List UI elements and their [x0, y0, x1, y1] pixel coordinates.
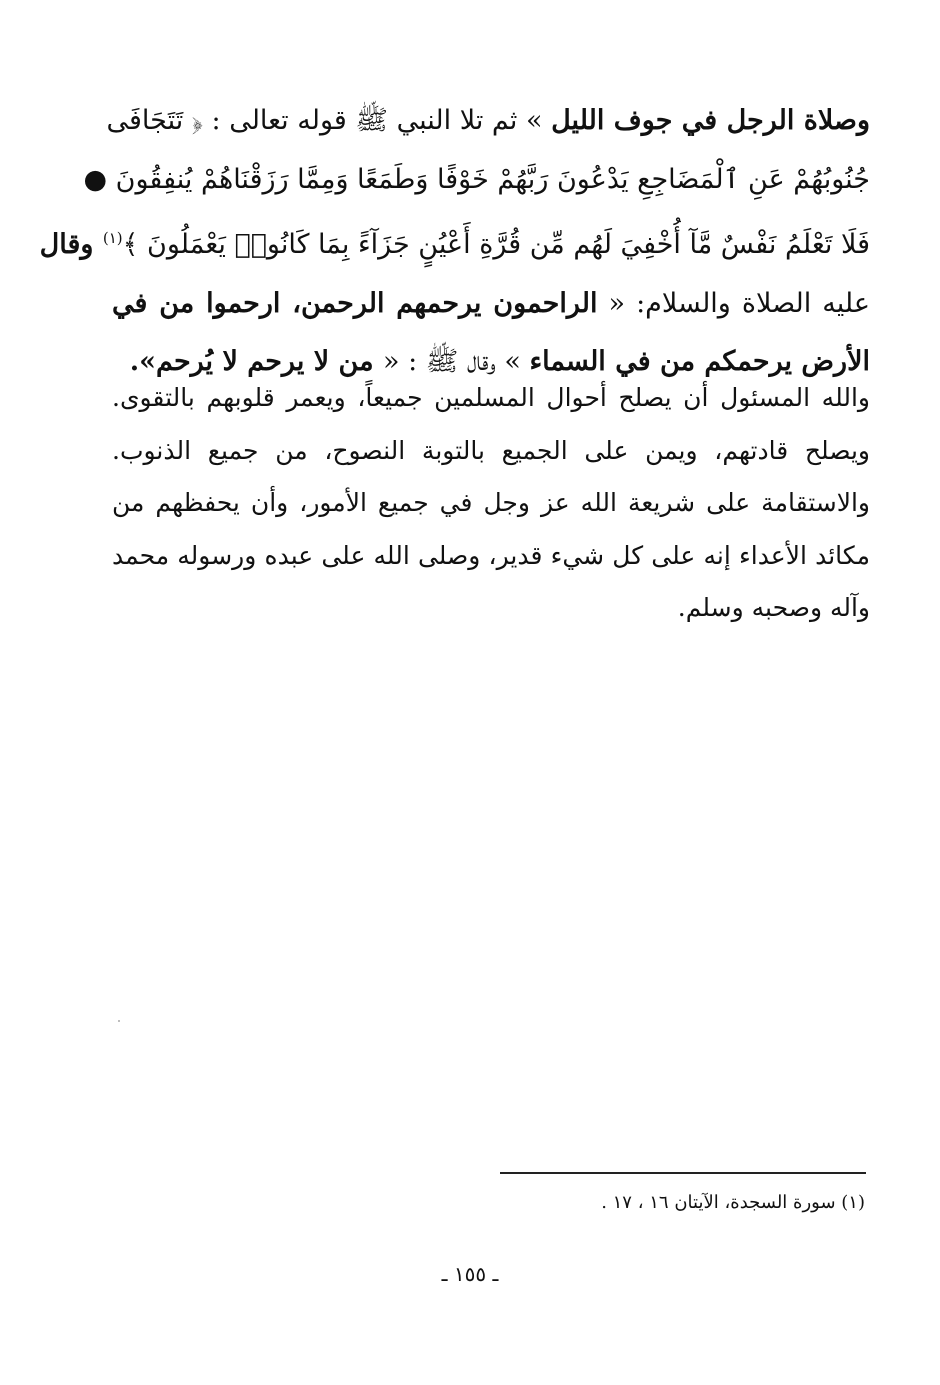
bold-phrase: الراحمون يرحمهم الرحمن، ارحموا من في — [112, 287, 598, 319]
plain-phrase: » ثم تلا النبي ﷺ قوله تعالى : ﴿ — [191, 105, 543, 136]
text-line: وآله وصحبه وسلم. — [677, 593, 870, 622]
text-line — [112, 275, 870, 334]
footnote-reference: (١) — [102, 229, 123, 247]
bold-phrase: ». — [129, 346, 156, 377]
quran-verse: جُنُوبُهُمْ عَنِ ٱلْمَضَاجِعِ يَدْعُونَ رَبَّهُمْ خَوْفًا وَطَمَعًا وَمِمَّا رَزَقْنَاهُمْ يُنفِقُونَ ● — [83, 163, 870, 195]
footnote — [445, 1192, 865, 1213]
text-line — [39, 209, 870, 275]
paragraph-supplication — [112, 372, 870, 635]
footnote-separator — [500, 1172, 866, 1174]
quran-verse: تَتَجَافَى — [106, 105, 184, 136]
text-line — [106, 92, 870, 151]
plain-phrase: » وقال ﷺ : « — [382, 346, 530, 377]
plain-phrase: عليه الصلاة والسلام: « — [608, 287, 870, 319]
bold-phrase: وقال — [39, 229, 103, 260]
page-number: ـ ١٥٥ ـ — [441, 1262, 499, 1286]
text-line: ويصلح قادتهم، ويمن على الجميع بالتوبة النصوح، من جميع الذنوب. — [112, 435, 870, 465]
scan-speck — [118, 1020, 120, 1022]
text-line — [83, 151, 870, 210]
bold-phrase: الأرض يرحمكم من في السماء — [529, 346, 870, 377]
quran-verse: فَلَا تَعْلَمُ نَفْسٌ مَّآ أُخْفِيَ لَهُم مِّن قُرَّةِ أَعْيُنٍ جَزَآءً بِمَا كَانُوا۟ يَعْمَلُونَ — [147, 229, 870, 260]
text-line: والاستقامة على شريعة الله عز وجل في جميع الأمور، وأن يحفظهم من — [112, 488, 870, 517]
footnote-marker: (١) — [841, 1192, 865, 1213]
bold-phrase: من لا يرحم لا يُرحم — [156, 346, 383, 377]
bold-phrase: وصلاة الرجل في جوف الليل — [551, 105, 870, 136]
text-line: مكائد الأعداء إنه على كل شيء قدير، وصلى الله على عبده ورسوله محمد — [112, 540, 870, 570]
text-line: والله المسئول أن يصلح أحوال المسلمين جميعاً، ويعمر قلوبهم بالتقوى. — [112, 383, 870, 412]
verse-close-bracket: ﴾ — [122, 229, 139, 260]
footnote-text: سورة السجدة، الآيتان ١٦ ، ١٧ . — [601, 1192, 836, 1213]
paragraph-hadith — [39, 92, 870, 392]
